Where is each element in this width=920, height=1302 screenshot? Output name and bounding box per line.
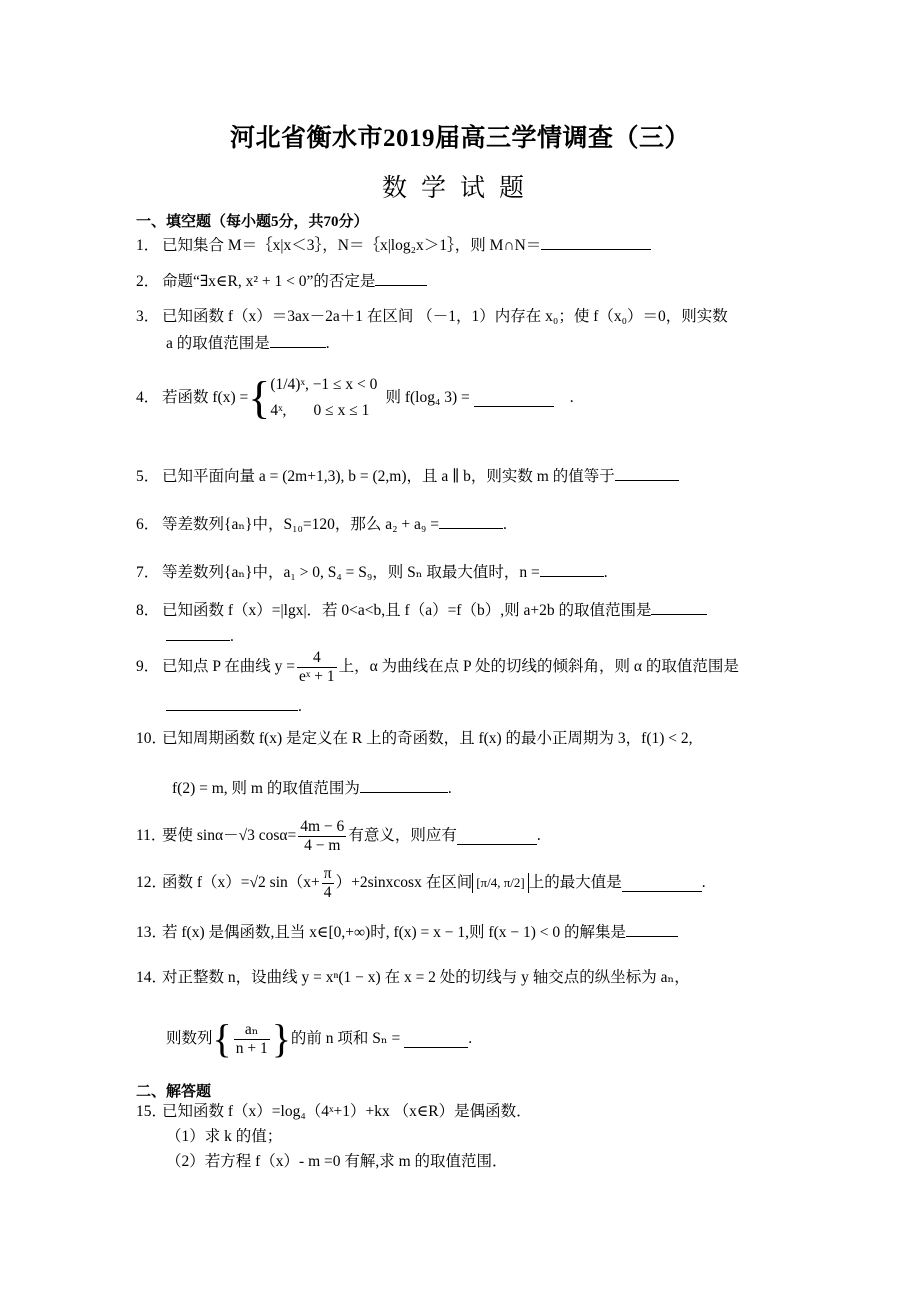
question-14-line2: 则数列 { $\frac{\text{aₙ}}{n + 1}$ } 的前 n 项和 Sₙ = . xyxy=(166,1016,473,1061)
question-15-part-2: （2）若方程 f（x）- m =0 有解,求 m 的取值范围． xyxy=(166,1153,508,1170)
piecewise-cases xyxy=(270,372,377,424)
question-text-line1: 已知周期函数 f(x) 是定义在 R 上的奇函数，且 f(x) 的最小正周期为 3，f(1) < 2, xyxy=(162,730,693,747)
fraction xyxy=(298,818,346,855)
question-3-line2: a 的取值范围是 . xyxy=(166,331,330,354)
question-text-line2: a 的取值范围是 xyxy=(166,335,270,352)
fraction-denominator: 4 xyxy=(322,883,334,902)
question-6: 6． 等差数列{aₙ}中，S₁₀=120，那么 a₂ + a₉ = . xyxy=(136,512,507,535)
answer-blank[interactable] xyxy=(270,331,326,348)
question-number: 5． xyxy=(136,468,160,485)
question-number: 1． xyxy=(136,237,160,254)
question-number: 10． xyxy=(136,730,168,747)
fraction-numerator: π xyxy=(323,864,332,882)
question-13 xyxy=(136,920,678,943)
question-text-line2a: 则数列 xyxy=(166,1030,213,1047)
question-text: 等差数列{aₙ}中，a₁ > 0, S₄ = S₉，则 Sₙ 取最大值时，n = xyxy=(162,564,540,581)
question-10-line2: f(2) = m, 则 m 的取值范围为 . xyxy=(172,776,452,799)
right-brace: } xyxy=(271,1016,291,1061)
fraction-denominator: eˣ + 1 xyxy=(299,667,335,685)
answer-blank[interactable] xyxy=(360,776,448,793)
answer-blank[interactable] xyxy=(615,464,679,481)
question-3 xyxy=(136,307,728,327)
answer-blank[interactable] xyxy=(474,390,554,407)
fraction-numerator: aₙ xyxy=(244,1020,259,1038)
answer-blank-continued[interactable] xyxy=(166,624,230,641)
question-text-line2b: 的前 n 项和 Sₙ = xyxy=(290,1030,401,1047)
question-8-line2: . xyxy=(166,624,234,647)
question-number: 2． xyxy=(136,273,160,290)
exam-subtitle: 数学试题 xyxy=(381,175,538,202)
fraction-numerator: 4 xyxy=(312,648,321,666)
answer-blank[interactable] xyxy=(622,875,702,892)
question-15-part-1: （1）求 k 的值； xyxy=(166,1128,283,1145)
question-14 xyxy=(136,968,690,988)
question-text: 命题“∃x∈R, x² + 1 < 0”的否定是 xyxy=(162,273,376,290)
fraction-denominator: n + 1 xyxy=(235,1039,268,1057)
question-8 xyxy=(136,598,707,621)
question-9-line2: . xyxy=(166,694,302,717)
section-answer-title: 二、解答题 xyxy=(136,1084,212,1100)
answer-blank[interactable] xyxy=(404,1031,468,1048)
answer-blank[interactable] xyxy=(541,233,651,250)
question-text-line1: 已知函数 f（x）＝3ax－2a＋1 在区间 （－1，1）内存在 x₀；使 f（x₀）＝0，则实数 xyxy=(162,308,728,325)
question-12: 12． 函数 f（x）=√2 sin（x+ $\frac{\pi}{4}$ ）+2sinxcosx 在区间 [π/4, π/2] 上的最大值是 . xyxy=(136,864,706,901)
question-text-a: 已知点 P 在曲线 y = xyxy=(162,658,296,675)
fraction xyxy=(297,649,337,686)
interval: [π/4, π/2] xyxy=(472,873,529,893)
question-text: 已知平面向量 a = (2m+1,3), b = (2,m)，且 a ∥ b，则实数 m 的值等于 xyxy=(162,468,615,485)
answer-blank[interactable] xyxy=(375,269,427,286)
answer-blank[interactable] xyxy=(651,598,707,615)
question-text-line1: 已知函数 f（x）=|lgx|．若 0<a<b,且 f（a）=f（b）,则 a+2b 的取值范围是 xyxy=(162,602,652,619)
question-text: 若 f(x) 是偶函数,且当 x∈[0,+∞)时, f(x) = x − 1,则 f(x − 1) < 0 的解集是 xyxy=(162,924,627,941)
question-number: 7． xyxy=(136,564,160,581)
answer-blank[interactable] xyxy=(540,560,604,577)
question-number: 3． xyxy=(136,308,160,325)
answer-blank[interactable] xyxy=(166,694,298,711)
question-number: 4． xyxy=(136,389,160,406)
question-number: 8． xyxy=(136,602,160,619)
question-text-line2: f(2) = m, 则 m 的取值范围为 xyxy=(172,780,360,797)
question-9 xyxy=(136,644,739,690)
question-text-line1: 对正整数 n，设曲线 y = xⁿ(1 − x) 在 x = 2 处的切线与 y 轴交点的纵坐标为 aₙ， xyxy=(162,969,690,986)
question-2 xyxy=(136,269,427,292)
question-text: 等差数列{aₙ}中，S₁₀=120，那么 a₂ + a₉ = xyxy=(162,516,439,533)
question-text-line1: 已知函数 f（x）=log₄（4ˣ+1）+kx （x∈R）是偶函数． xyxy=(162,1103,532,1120)
left-brace: { xyxy=(248,372,271,423)
question-number: 14． xyxy=(136,969,168,986)
question-15 xyxy=(136,1102,532,1122)
question-number: 9． xyxy=(136,658,160,675)
question-text-b: 上，α 为曲线在点 P 处的切线的倾斜角，则 α 的取值范围是 xyxy=(338,658,739,675)
question-text-a: 函数 f（x）=√2 sin（x+ xyxy=(162,874,320,891)
fraction-numerator: 4m − 6 xyxy=(300,817,345,835)
fraction xyxy=(322,865,334,902)
question-number: 12． xyxy=(136,874,168,891)
question-5 xyxy=(136,464,679,487)
question-1 xyxy=(136,233,651,256)
question-number: 13． xyxy=(136,924,168,941)
question-11: 11． 要使 sinα－√3 cosα= $\frac{4m - 6}{4 - m}$ 有意义，则应有 . xyxy=(136,817,541,854)
question-text-a: 要使 sinα－√3 cosα= xyxy=(162,827,297,844)
question-text: 若函数 f(x) = xyxy=(162,389,249,406)
question-text: 已知集合 M＝｛x|x＜3｝，N＝｛x|log₂x＞1｝，则 M∩N＝ xyxy=(162,237,542,254)
piece-1: (1/4)ˣ, −1 ≤ x < 0 xyxy=(270,376,378,393)
question-number: 11． xyxy=(136,827,167,844)
question-text-b: ）+2sinxcosx 在区间 xyxy=(335,874,473,891)
section-fill-in-title: 一、填空题（每小题5分，共70分） xyxy=(136,214,369,230)
answer-blank[interactable] xyxy=(457,828,537,845)
fraction-denominator: 4 − m xyxy=(298,836,346,855)
question-4: 4． 若函数 f(x) = { (1/4)ˣ, −1 ≤ x < 0 4ˣ, 0 ≤ x ≤ 1 则 f(log₄ 3) = . xyxy=(136,372,574,423)
question-text-c: 上的最大值是 xyxy=(528,874,622,891)
question-text-b: 有意义，则应有 xyxy=(348,827,457,844)
question-suffix: 则 f(log₄ 3) = xyxy=(385,389,470,406)
piece-2: 4ˣ, 0 ≤ x ≤ 1 xyxy=(270,402,370,419)
answer-blank[interactable] xyxy=(439,512,503,529)
fraction xyxy=(234,1021,270,1058)
question-number: 15． xyxy=(136,1103,168,1120)
question-10 xyxy=(136,729,693,749)
question-7: 7． 等差数列{aₙ}中，a₁ > 0, S₄ = S₉，则 Sₙ 取最大值时，n = . xyxy=(136,560,608,583)
left-brace: { xyxy=(212,1016,232,1061)
answer-blank[interactable] xyxy=(626,920,678,937)
exam-title: 河北省衡水市2019届高三学情调查（三） xyxy=(229,125,690,152)
question-number: 6． xyxy=(136,516,160,533)
